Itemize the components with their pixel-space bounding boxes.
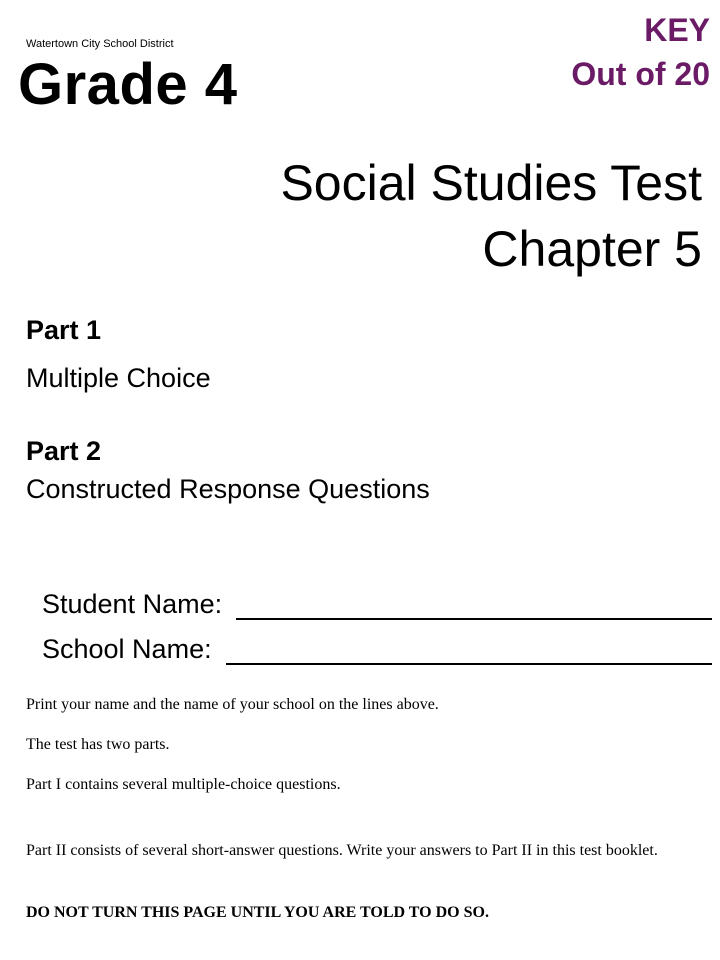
grade-heading: Grade 4 bbox=[18, 52, 238, 117]
instruction-part2: Part II consists of several short-answer questions. Write your answers to Part II in this test booklet. bbox=[26, 842, 658, 859]
district-name: Watertown City School District bbox=[26, 38, 174, 50]
school-name-label: School Name: bbox=[42, 634, 212, 664]
part2-heading: Part 2 bbox=[26, 436, 102, 466]
instruction-part1: Part I contains several multiple-choice questions. bbox=[26, 776, 341, 793]
part1-description: Multiple Choice bbox=[26, 363, 211, 393]
test-title bbox=[280, 150, 702, 282]
score-total: Out of 20 bbox=[571, 56, 710, 92]
school-name-row bbox=[42, 633, 712, 665]
part1-heading: Part 1 bbox=[26, 315, 102, 345]
student-name-row bbox=[42, 588, 712, 620]
student-name-label: Student Name: bbox=[42, 589, 223, 619]
instruction-two-parts: The test has two parts. bbox=[26, 736, 170, 753]
student-name-line[interactable] bbox=[236, 592, 712, 620]
instruction-warning: DO NOT TURN THIS PAGE UNTIL YOU ARE TOLD TO DO SO. bbox=[26, 904, 489, 921]
part2-description: Constructed Response Questions bbox=[26, 474, 430, 504]
instruction-print-name: Print your name and the name of your school on the lines above. bbox=[26, 696, 439, 713]
test-title-line2: Chapter 5 bbox=[482, 221, 702, 277]
key-label: KEY bbox=[644, 12, 710, 48]
test-title-line1: Social Studies Test bbox=[280, 155, 702, 211]
answer-key-block bbox=[571, 8, 710, 96]
school-name-line[interactable] bbox=[226, 637, 712, 665]
